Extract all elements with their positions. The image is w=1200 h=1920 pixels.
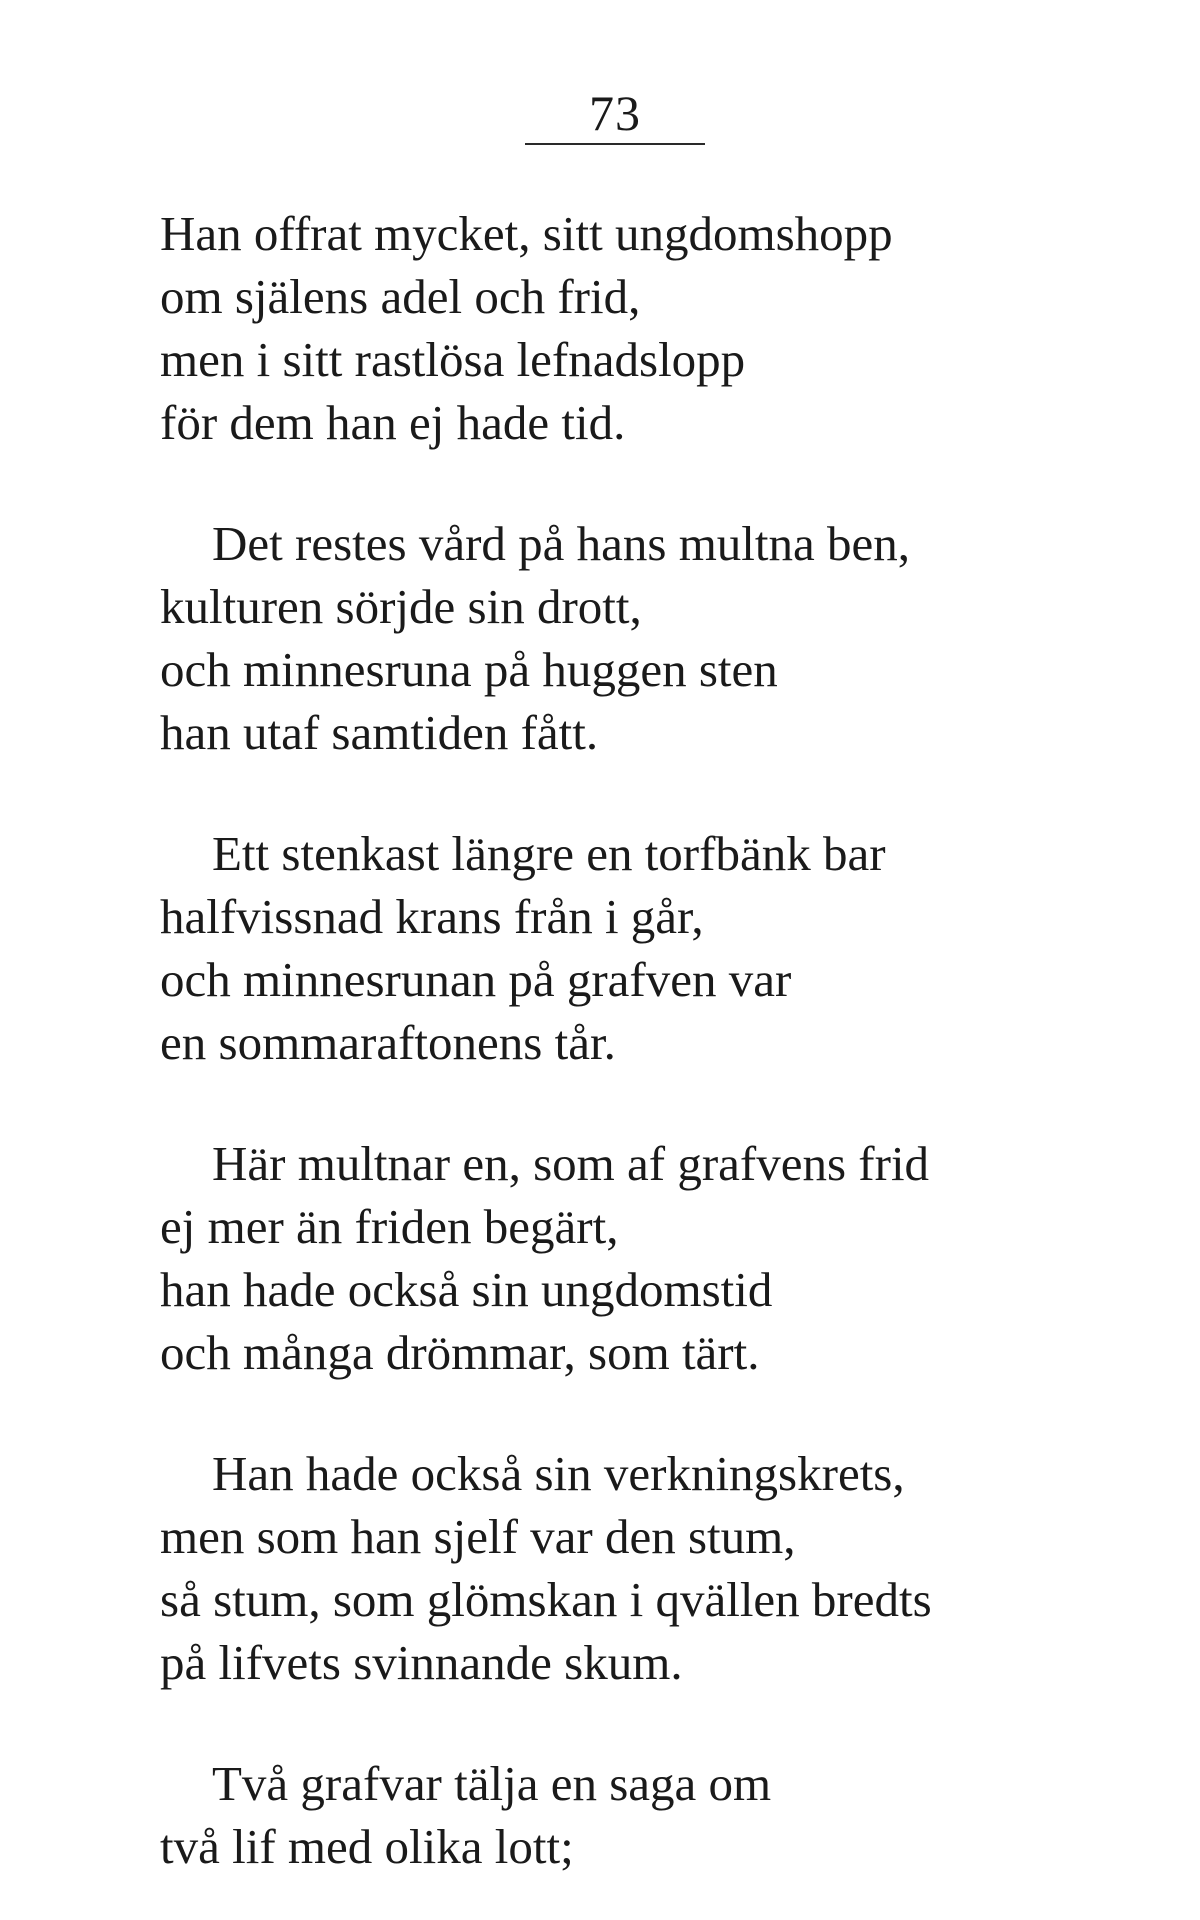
stanza-3	[160, 822, 1120, 1074]
stanza-5-line-4: på lifvets svinnande skum.	[160, 1635, 683, 1690]
stanza-2	[160, 512, 1120, 764]
stanza-1-line-4: för dem han ej hade tid.	[160, 395, 626, 450]
stanza-5	[160, 1442, 1120, 1694]
stanza-1-line-1: Han offrat mycket, sitt ungdomshopp	[160, 206, 893, 261]
stanza-3-line-1: Ett stenkast längre en torfbänk bar	[212, 826, 886, 881]
stanza-5-line-1: Han hade också sin verkningskrets,	[212, 1446, 905, 1501]
stanza-4-line-2: ej mer än friden begärt,	[160, 1199, 619, 1254]
stanza-2-line-4: han utaf samtiden fått.	[160, 705, 599, 760]
stanza-5-line-3: så stum, som glömskan i qvällen bredts	[160, 1572, 932, 1627]
stanza-1-line-2: om själens adel och frid,	[160, 269, 641, 324]
page-number-rule	[525, 143, 705, 145]
stanza-4-line-1: Här multnar en, som af grafvens frid	[212, 1136, 930, 1191]
stanza-3-line-3: och minnesrunan på grafven var	[160, 952, 792, 1007]
stanza-3-line-2: halfvissnad krans från i går,	[160, 889, 704, 944]
stanza-2-line-1: Det restes vård på hans multna ben,	[212, 516, 911, 571]
stanza-6-line-1: Två grafvar tälja en saga om	[212, 1756, 772, 1811]
stanza-2-line-3: och minnesruna på huggen sten	[160, 642, 778, 697]
stanza-4-line-4: och många drömmar, som tärt.	[160, 1325, 760, 1380]
stanza-5-line-2: men som han sjelf var den stum,	[160, 1509, 796, 1564]
page-number: 73	[589, 85, 641, 141]
stanza-4-line-3: han hade också sin ungdomstid	[160, 1262, 773, 1317]
stanza-1	[160, 202, 1120, 454]
stanza-6	[160, 1752, 1120, 1878]
stanza-4	[160, 1132, 1120, 1384]
stanza-3-line-4: en sommaraftonens tår.	[160, 1015, 616, 1070]
stanza-1-line-3: men i sitt rastlösa lefnadslopp	[160, 332, 746, 387]
stanza-6-line-2: två lif med olika lott;	[160, 1819, 574, 1874]
stanza-2-line-2: kulturen sörjde sin drott,	[160, 579, 642, 634]
